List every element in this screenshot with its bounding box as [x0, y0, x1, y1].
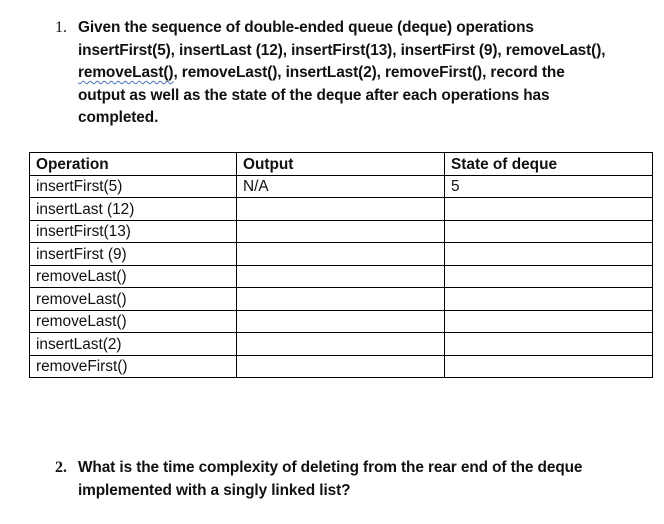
table-header-row	[30, 153, 653, 176]
operation-cell[interactable]: removeLast()	[30, 265, 237, 288]
spellcheck-underlined-word: removeLast()	[78, 64, 174, 81]
table-row	[30, 355, 653, 378]
output-cell[interactable]	[237, 243, 445, 266]
output-cell[interactable]	[237, 355, 445, 378]
state-cell[interactable]: 5	[445, 175, 653, 198]
table-row	[30, 198, 653, 221]
output-cell[interactable]	[237, 288, 445, 311]
question-1-line-3	[78, 62, 605, 85]
output-cell[interactable]: N/A	[237, 175, 445, 198]
table-body	[30, 175, 653, 378]
output-cell[interactable]	[237, 220, 445, 243]
question-1-line-4: output as well as the state of the deque after each operations has	[78, 86, 550, 104]
table-row	[30, 265, 653, 288]
operation-cell[interactable]: removeFirst()	[30, 355, 237, 378]
question-1-line-3-rest: , removeLast(), insertLast(2), removeFirst(), record the	[173, 64, 565, 81]
state-cell[interactable]	[445, 198, 653, 221]
output-cell[interactable]	[237, 198, 445, 221]
operation-cell[interactable]: insertFirst(5)	[30, 175, 237, 198]
deque-operations-table	[29, 152, 653, 378]
state-cell[interactable]	[445, 243, 653, 266]
state-cell[interactable]	[445, 333, 653, 356]
operation-cell[interactable]: insertLast(2)	[30, 333, 237, 356]
table-row	[30, 333, 653, 356]
question-2-line-2: implemented with a singly linked list?	[78, 481, 351, 499]
state-cell[interactable]	[445, 265, 653, 288]
question-1-line-5: completed.	[78, 109, 159, 126]
header-operation: Operation	[30, 153, 237, 176]
question-2-text	[78, 457, 582, 502]
state-cell[interactable]	[445, 310, 653, 333]
table-row	[30, 175, 653, 198]
table-row	[30, 220, 653, 243]
state-cell[interactable]	[445, 220, 653, 243]
table-row	[30, 243, 653, 266]
question-2-line-1: What is the time complexity of deleting from the rear end of the deque	[78, 459, 583, 476]
output-cell[interactable]	[237, 265, 445, 288]
state-cell[interactable]	[445, 355, 653, 378]
question-1-line-2: insertFirst(5), insertLast (12), insertFirst(13), insertFirst (9), removeLast(),	[78, 41, 606, 59]
operation-cell[interactable]: insertFirst (9)	[30, 243, 237, 266]
question-1-number: 1.	[55, 19, 67, 36]
output-cell[interactable]	[237, 333, 445, 356]
header-output: Output	[237, 153, 445, 176]
operation-cell[interactable]: insertLast (12)	[30, 198, 237, 221]
header-state-of-deque: State of deque	[445, 153, 653, 176]
question-1-text	[78, 17, 605, 130]
table-row	[30, 310, 653, 333]
operation-cell[interactable]: removeLast()	[30, 288, 237, 311]
question-1-line-1: Given the sequence of double-ended queue (deque) operations	[78, 19, 534, 36]
table-row	[30, 288, 653, 311]
operation-cell[interactable]: insertFirst(13)	[30, 220, 237, 243]
state-cell[interactable]	[445, 288, 653, 311]
question-2-number: 2.	[55, 459, 67, 476]
output-cell[interactable]	[237, 310, 445, 333]
operation-cell[interactable]: removeLast()	[30, 310, 237, 333]
